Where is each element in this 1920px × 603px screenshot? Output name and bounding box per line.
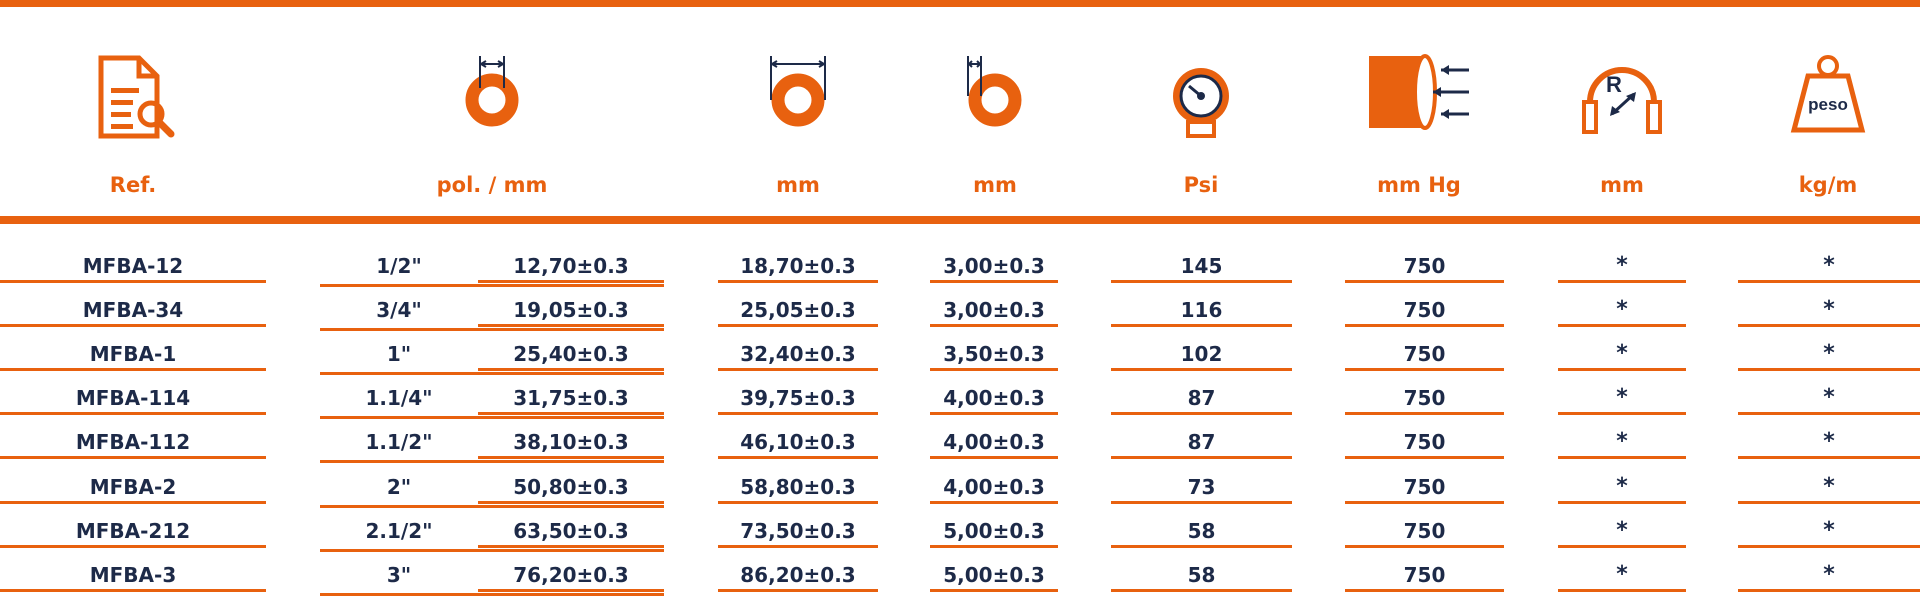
- cell-pressure: [1111, 338, 1292, 370]
- cell-underline: [0, 368, 266, 371]
- cell-radius: [1558, 338, 1686, 370]
- cell-ref-text: MFBA-212: [75, 518, 191, 543]
- cell-outer: [718, 294, 878, 326]
- cell-underline: [1738, 324, 1920, 327]
- cell-vacuum: [1345, 426, 1504, 458]
- cell-underline: [1345, 412, 1504, 415]
- cell-underline-inner: [320, 505, 664, 508]
- header-ref: Ref.: [109, 173, 157, 197]
- cell-ref: [0, 471, 266, 503]
- cell-outer: [718, 515, 878, 547]
- cell-inch: [320, 250, 478, 282]
- top-accent-bar: [0, 0, 1920, 7]
- cell-underline: [1111, 456, 1292, 459]
- cell-underline: [718, 545, 878, 548]
- cell-weight: [1738, 471, 1920, 503]
- cell-vacuum: [1345, 294, 1504, 326]
- cell-vacuum-text: 750: [1403, 342, 1446, 367]
- cell-inner-mm: [478, 515, 664, 547]
- cell-inner-mm: [478, 426, 664, 458]
- cell-underline: [718, 412, 878, 415]
- cell-underline: [0, 412, 266, 415]
- cell-ref: [0, 559, 266, 591]
- cell-underline: [718, 368, 878, 371]
- cell-radius: [1558, 382, 1686, 414]
- cell-wall-text: 5,00±0.3: [943, 562, 1045, 587]
- header-radius: mm: [1600, 173, 1644, 197]
- cell-underline: [1111, 412, 1292, 415]
- cell-inch-text: 1": [386, 342, 412, 367]
- cell-underline: [1558, 456, 1686, 459]
- cell-pressure-text: 73: [1187, 474, 1216, 499]
- cell-pressure-text: 87: [1187, 386, 1216, 411]
- cell-inner-mm: [478, 338, 664, 370]
- table-row: [0, 382, 1920, 426]
- cell-radius-text: *: [1616, 429, 1628, 455]
- cell-inch-text: 1.1/2": [365, 430, 433, 455]
- cell-vacuum: [1345, 515, 1504, 547]
- cell-ref: [0, 338, 266, 370]
- cell-wall-text: 4,00±0.3: [943, 474, 1045, 499]
- cell-underline-inner: [320, 372, 664, 375]
- wall-thickness-icon: [945, 48, 1045, 148]
- header-pressure: Psi: [1183, 173, 1219, 197]
- cell-vacuum-text: 750: [1403, 474, 1446, 499]
- cell-outer-text: 32,40±0.3: [740, 342, 856, 367]
- cell-underline: [1111, 280, 1292, 283]
- cell-outer-text: 18,70±0.3: [740, 254, 856, 278]
- cell-wall-text: 3,50±0.3: [943, 342, 1045, 367]
- cell-underline: [930, 324, 1058, 327]
- cell-ref-text: MFBA-112: [75, 430, 191, 455]
- cell-pressure-text: 87: [1187, 430, 1216, 455]
- cell-weight: [1738, 250, 1920, 282]
- cell-underline-inner: [320, 284, 664, 287]
- cell-weight-text: *: [1823, 561, 1835, 587]
- cell-underline: [478, 280, 664, 283]
- cell-pressure: [1111, 515, 1292, 547]
- cell-outer-text: 73,50±0.3: [740, 518, 856, 543]
- cell-pressure-text: 58: [1187, 562, 1216, 587]
- cell-underline: [478, 501, 664, 504]
- cell-underline: [0, 589, 266, 592]
- table-row: [0, 515, 1920, 559]
- cell-weight-text: *: [1823, 517, 1835, 543]
- cell-underline-inner: [320, 416, 664, 419]
- cell-ref-text: MFBA-114: [75, 386, 191, 411]
- cell-underline: [718, 280, 878, 283]
- cell-vacuum: [1345, 250, 1504, 282]
- cell-underline: [478, 545, 664, 548]
- cell-underline: [1558, 545, 1686, 548]
- cell-inch: [320, 426, 478, 458]
- pressure-gauge-icon: [1151, 48, 1251, 148]
- cell-underline: [930, 456, 1058, 459]
- cell-wall: [930, 515, 1058, 547]
- cell-weight: [1738, 515, 1920, 547]
- cell-radius: [1558, 294, 1686, 326]
- cell-inner-mm-text: 25,40±0.3: [513, 342, 629, 367]
- cell-underline: [1345, 589, 1504, 592]
- cell-underline: [930, 545, 1058, 548]
- cell-underline: [1558, 501, 1686, 504]
- cell-wall: [930, 559, 1058, 591]
- cell-weight: [1738, 426, 1920, 458]
- cell-vacuum-text: 750: [1403, 254, 1446, 278]
- cell-underline: [718, 589, 878, 592]
- header-divider: [0, 216, 1920, 224]
- cell-pressure: [1111, 294, 1292, 326]
- header-inner: pol. / mm: [436, 173, 548, 197]
- cell-vacuum: [1345, 559, 1504, 591]
- cell-underline: [0, 324, 266, 327]
- header-vacuum: mm Hg: [1377, 173, 1461, 197]
- cell-inch-text: 1/2": [376, 254, 422, 278]
- cell-inner-mm: [478, 250, 664, 282]
- cell-wall-text: 3,00±0.3: [943, 298, 1045, 323]
- cell-wall: [930, 382, 1058, 414]
- cell-outer: [718, 338, 878, 370]
- cell-outer: [718, 471, 878, 503]
- cell-wall-text: 4,00±0.3: [943, 430, 1045, 455]
- cell-inch-text: 2.1/2": [365, 518, 433, 543]
- cell-underline: [1345, 501, 1504, 504]
- cell-ref: [0, 426, 266, 458]
- cell-underline: [1345, 368, 1504, 371]
- cell-vacuum-text: 750: [1403, 386, 1446, 411]
- cell-weight: [1738, 338, 1920, 370]
- cell-underline: [1558, 589, 1686, 592]
- cell-wall: [930, 338, 1058, 370]
- cell-underline: [478, 324, 664, 327]
- cell-underline-inner: [320, 328, 664, 331]
- header-wall: mm: [973, 173, 1017, 197]
- table-row: [0, 250, 1920, 294]
- cell-underline-inner: [320, 460, 664, 463]
- cell-inner-mm-text: 31,75±0.3: [513, 386, 629, 411]
- cell-pressure: [1111, 559, 1292, 591]
- cell-vacuum-text: 750: [1403, 518, 1446, 543]
- cell-underline: [1111, 589, 1292, 592]
- cell-underline: [1111, 368, 1292, 371]
- cell-ref: [0, 250, 266, 282]
- cell-wall-text: 3,00±0.3: [943, 254, 1045, 278]
- cell-inner-mm-text: 38,10±0.3: [513, 430, 629, 455]
- cell-ref-text: MFBA-12: [82, 254, 184, 278]
- cell-inch: [320, 294, 478, 326]
- cell-outer-text: 39,75±0.3: [740, 386, 856, 411]
- document-search-icon: [83, 48, 183, 148]
- cell-radius: [1558, 471, 1686, 503]
- cell-vacuum: [1345, 338, 1504, 370]
- cell-outer: [718, 382, 878, 414]
- cell-outer-text: 86,20±0.3: [740, 562, 856, 587]
- cell-wall: [930, 426, 1058, 458]
- cell-outer: [718, 426, 878, 458]
- cell-underline: [1558, 324, 1686, 327]
- cell-weight-text: *: [1823, 429, 1835, 455]
- cell-radius: [1558, 426, 1686, 458]
- cell-weight: [1738, 559, 1920, 591]
- cell-vacuum: [1345, 471, 1504, 503]
- header-outer: mm: [776, 173, 820, 197]
- cell-radius-text: *: [1616, 341, 1628, 367]
- cell-inch: [320, 471, 478, 503]
- cell-weight: [1738, 382, 1920, 414]
- cell-weight-text: *: [1823, 341, 1835, 367]
- cell-underline: [478, 456, 664, 459]
- cell-pressure-text: 58: [1187, 518, 1216, 543]
- cell-ref-text: MFBA-34: [82, 298, 184, 323]
- cell-underline: [930, 280, 1058, 283]
- cell-vacuum: [1345, 382, 1504, 414]
- cell-underline: [930, 501, 1058, 504]
- cell-wall-text: 5,00±0.3: [943, 518, 1045, 543]
- cell-radius-text: *: [1616, 385, 1628, 411]
- cell-pressure: [1111, 471, 1292, 503]
- table-row: [0, 338, 1920, 382]
- cell-inch-text: 1.1/4": [365, 386, 433, 411]
- cell-weight-text: *: [1823, 385, 1835, 411]
- cell-underline: [1345, 456, 1504, 459]
- bend-radius-icon: [1572, 48, 1672, 148]
- cell-underline: [1345, 324, 1504, 327]
- cell-inner-mm-text: 63,50±0.3: [513, 518, 629, 543]
- cell-outer: [718, 559, 878, 591]
- table-row: [0, 426, 1920, 470]
- cell-pressure: [1111, 426, 1292, 458]
- cell-weight-text: *: [1823, 473, 1835, 499]
- cell-radius: [1558, 250, 1686, 282]
- cell-wall-text: 4,00±0.3: [943, 386, 1045, 411]
- cell-underline: [1111, 324, 1292, 327]
- cell-underline: [0, 501, 266, 504]
- inner-diameter-icon: [442, 48, 542, 148]
- cell-inner-mm: [478, 471, 664, 503]
- cell-underline: [1345, 545, 1504, 548]
- outer-diameter-icon: [748, 48, 848, 148]
- cell-ref: [0, 382, 266, 414]
- cell-underline: [1558, 412, 1686, 415]
- cell-underline: [478, 368, 664, 371]
- cell-underline: [930, 589, 1058, 592]
- cell-outer-text: 25,05±0.3: [740, 298, 856, 323]
- cell-underline: [1738, 280, 1920, 283]
- cell-underline: [718, 456, 878, 459]
- cell-radius: [1558, 559, 1686, 591]
- cell-inner-mm: [478, 382, 664, 414]
- cell-underline: [1111, 545, 1292, 548]
- radius-icon-label: R: [1606, 72, 1622, 97]
- cell-underline: [1738, 545, 1920, 548]
- cell-underline: [1738, 456, 1920, 459]
- cell-wall: [930, 250, 1058, 282]
- cell-pressure-text: 145: [1180, 254, 1223, 278]
- vacuum-icon: [1369, 48, 1469, 148]
- cell-outer-text: 58,80±0.3: [740, 474, 856, 499]
- cell-ref-text: MFBA-2: [89, 474, 177, 499]
- cell-pressure-text: 102: [1180, 342, 1223, 367]
- cell-underline: [0, 280, 266, 283]
- cell-underline: [478, 412, 664, 415]
- cell-underline: [1558, 368, 1686, 371]
- cell-underline-inner: [320, 549, 664, 552]
- cell-underline: [930, 368, 1058, 371]
- cell-inch: [320, 382, 478, 414]
- cell-underline: [1738, 589, 1920, 592]
- cell-vacuum-text: 750: [1403, 430, 1446, 455]
- cell-underline: [718, 324, 878, 327]
- cell-weight-text: *: [1823, 297, 1835, 323]
- cell-ref: [0, 515, 266, 547]
- cell-inch: [320, 338, 478, 370]
- cell-underline: [0, 545, 266, 548]
- cell-radius-text: *: [1616, 473, 1628, 499]
- cell-radius-text: *: [1616, 297, 1628, 323]
- cell-inner-mm-text: 12,70±0.3: [513, 254, 629, 278]
- cell-ref-text: MFBA-3: [89, 562, 177, 587]
- cell-outer-text: 46,10±0.3: [740, 430, 856, 455]
- cell-wall: [930, 471, 1058, 503]
- cell-weight-text: *: [1823, 253, 1835, 278]
- cell-inch-text: 2": [386, 474, 412, 499]
- table-row: [0, 471, 1920, 515]
- cell-underline: [1738, 412, 1920, 415]
- cell-underline: [718, 501, 878, 504]
- cell-underline: [1738, 501, 1920, 504]
- cell-ref: [0, 294, 266, 326]
- cell-pressure: [1111, 382, 1292, 414]
- cell-inch-text: 3": [386, 562, 412, 587]
- cell-wall: [930, 294, 1058, 326]
- cell-underline: [478, 589, 664, 592]
- cell-radius-text: *: [1616, 517, 1628, 543]
- cell-radius-text: *: [1616, 253, 1628, 278]
- table-row: [0, 559, 1920, 603]
- header-weight: kg/m: [1798, 173, 1858, 197]
- cell-inch: [320, 515, 478, 547]
- cell-radius: [1558, 515, 1686, 547]
- cell-inch: [320, 559, 478, 591]
- cell-underline: [1345, 280, 1504, 283]
- cell-underline: [1558, 280, 1686, 283]
- cell-inner-mm-text: 19,05±0.3: [513, 298, 629, 323]
- cell-pressure-text: 116: [1180, 298, 1223, 323]
- table-row: [0, 294, 1920, 338]
- cell-vacuum-text: 750: [1403, 298, 1446, 323]
- cell-inner-mm-text: 50,80±0.3: [513, 474, 629, 499]
- cell-inner-mm-text: 76,20±0.3: [513, 562, 629, 587]
- cell-underline: [1738, 368, 1920, 371]
- cell-inch-text: 3/4": [376, 298, 422, 323]
- cell-ref-text: MFBA-1: [89, 342, 177, 367]
- cell-weight: [1738, 294, 1920, 326]
- cell-radius-text: *: [1616, 561, 1628, 587]
- cell-inner-mm: [478, 294, 664, 326]
- cell-inner-mm: [478, 559, 664, 591]
- cell-pressure: [1111, 250, 1292, 282]
- cell-underline: [1111, 501, 1292, 504]
- cell-vacuum-text: 750: [1403, 562, 1446, 587]
- cell-underline: [0, 456, 266, 459]
- cell-underline: [930, 412, 1058, 415]
- cell-outer: [718, 250, 878, 282]
- weight-icon: [1778, 48, 1878, 148]
- weight-icon-label: peso: [1808, 95, 1848, 114]
- cell-underline-inner: [320, 593, 664, 596]
